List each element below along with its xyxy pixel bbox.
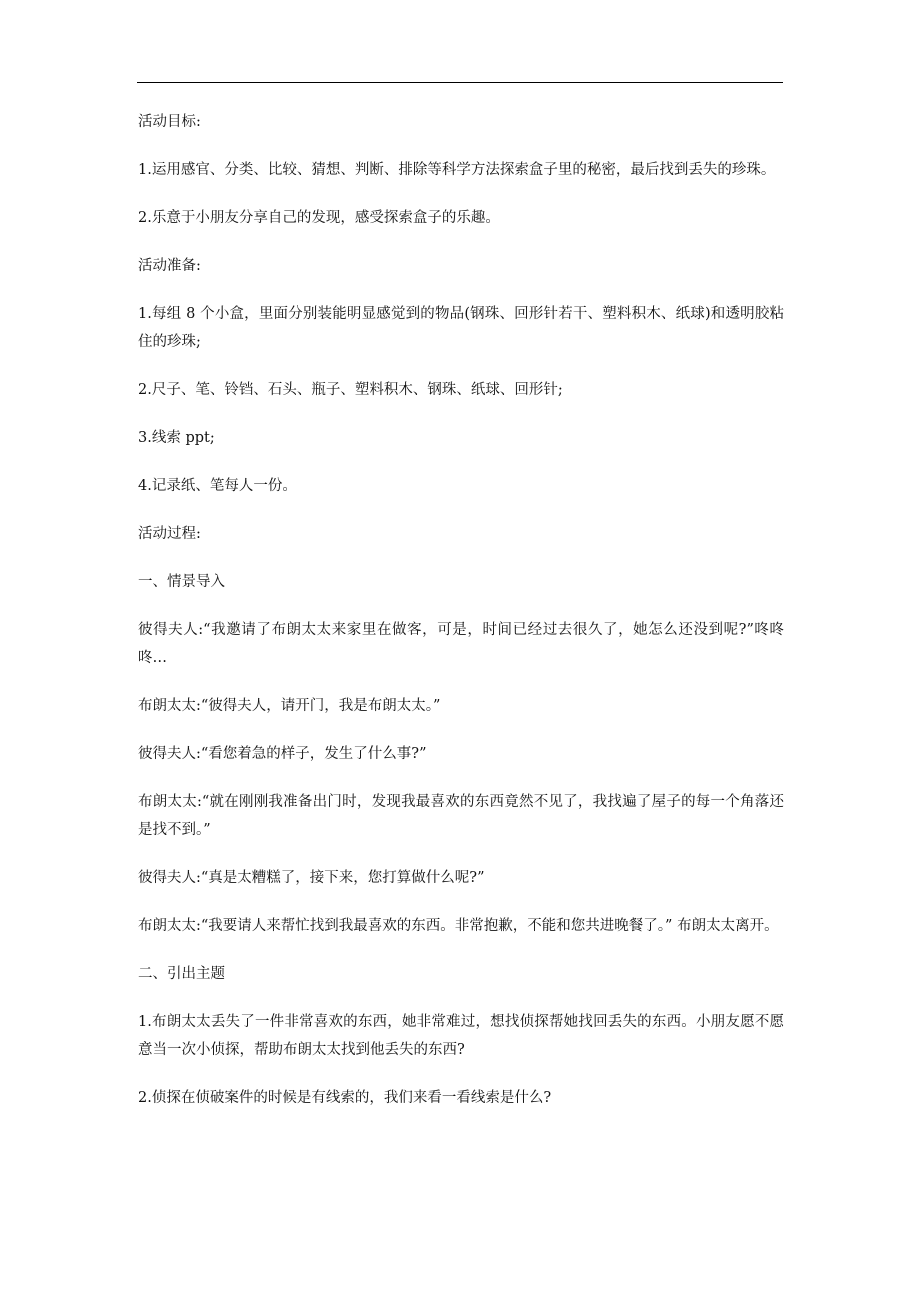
preparation-item-3: 3.线索 ppt; (138, 430, 215, 446)
dialogue-line: 彼得夫人:“我邀请了布朗太太来家里在做客，可是，时间已经过去很久了，她怎么还没到呢?”咚咚咚… (138, 622, 784, 666)
theme-item-2: 2.侦探在侦破案件的时候是有线索的，我们来看一看线索是什么? (138, 1090, 552, 1106)
preparation-item-4: 4.记录纸、笔每人一份。 (138, 478, 297, 494)
goal-item-2: 2.乐意于小朋友分享自己的发现，感受探索盒子的乐趣。 (138, 210, 500, 226)
dialogue-line: 彼得夫人:“看您着急的样子，发生了什么事?” (138, 746, 427, 762)
section-heading-preparation: 活动准备: (138, 258, 201, 274)
dialogue-line: 布朗太太:“就在刚刚我准备出门时，发现我最喜欢的东西竟然不见了，我找遍了屋子的每一个角落还是找不到。” (138, 794, 784, 838)
header-rule (137, 82, 783, 83)
dialogue-line: 布朗太太:“彼得夫人，请开门，我是布朗太太。” (138, 698, 441, 714)
goal-item-1: 1.运用感官、分类、比较、猜想、判断、排除等科学方法探索盒子里的秘密，最后找到丢失的珍珠。 (138, 162, 776, 178)
section-heading-process: 活动过程: (138, 526, 201, 542)
preparation-item-1: 1.每组 8 个小盒，里面分别装能明显感觉到的物品(钢珠、回形针若干、塑料积木、纸球)和透明胶粘住的珍珠; (138, 306, 784, 350)
dialogue-line: 布朗太太:“我要请人来帮忙找到我最喜欢的东西。非常抱歉，不能和您共进晚餐了。” 布朗太太离开。 (138, 918, 779, 934)
theme-item-1: 1.布朗太太丢失了一件非常喜欢的东西，她非常难过，想找侦探帮她找回丢失的东西。小朋友愿不愿意当一次小侦探，帮助布朗太太找到他丢失的东西? (138, 1014, 784, 1058)
preparation-item-2: 2.尺子、笔、铃铛、石头、瓶子、塑料积木、钢珠、纸球、回形针; (138, 382, 563, 398)
document-body (138, 108, 784, 1132)
subsection-heading-theme: 二、引出主题 (138, 966, 225, 982)
subsection-heading-intro: 一、情景导入 (138, 574, 225, 590)
section-heading-goals: 活动目标: (138, 114, 201, 130)
dialogue-line: 彼得夫人:“真是太糟糕了，接下来，您打算做什么呢?” (138, 870, 485, 886)
